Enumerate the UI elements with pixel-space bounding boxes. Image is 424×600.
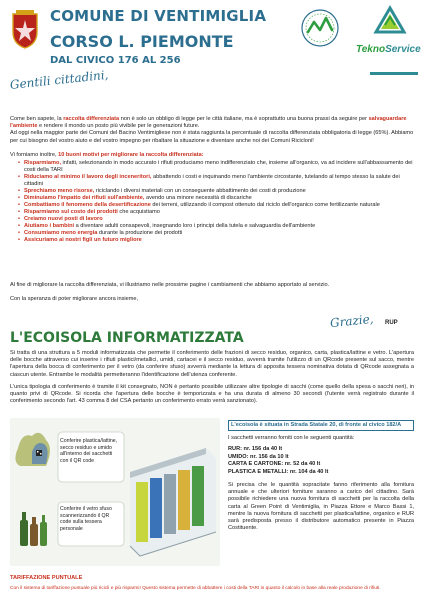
supply-intro: I sacchetti verranno forniti con le seguenti quantità: — [228, 435, 355, 441]
list-item: • Sprechiamo meno risorse, riciclando i diversi materiali con un conseguente abbattimento dei costi di produzione — [18, 188, 414, 195]
list-item: • Diminuiamo l'impatto dei rifiuti sull'ambiente, avendo una minore necessità di discariche — [18, 195, 414, 202]
tariff-body: Con il sistema di tariffazione puntuale più ricicli e più risparmi! Questo sistema permette di abbattere i costi della TARI in quanto il calcolo in base alla reale produzione di rifiuti. — [10, 586, 381, 591]
list-item: • Riduciamo al minimo il lavoro degli inceneritori, abbattendo i costi e inquinando meno l'ambiente circostante, tutelando al tempo stesso la salute dei cittadini — [18, 174, 414, 188]
location-heading: L'ecoisola è situata in Strada Statale 20, di fronte al civico 182/A — [228, 420, 414, 431]
list-item: • Combattiamo il fenomeno della desertificazione dei terreni, utilizzando il compost ottenuto dal riciclo dell'organico come fertilizzante naturale — [18, 202, 414, 209]
recycling-logo-icon — [300, 8, 340, 48]
list-item: • Risparmiamo sul costo dei prodotti che acquistiamo — [18, 209, 414, 216]
closing-line: Con la speranza di poter migliorare ancora insieme, — [10, 296, 139, 302]
supply-notes: Si precisa che le quantità sopracitate fanno riferimento alla fornitura annuale e che ulteriori forniture saranno a carico del cittadino. Sarà possibile richiedere una nuova fornitura di sacchetti per la raccolta della carta al Green Point di Ventimiglia, in Piazza Ettore e Marco Bassi 1, mentre la nuova fornitura di sacchetti per plastica/lattine, organico e RUR sarà predisposta presso il distributore automatico presente in Piazza Costituente. — [228, 482, 414, 532]
tariff-title: TARIFFAZIONE PUNTUALE — [10, 575, 83, 581]
intro-paragraph: Come ben sapete, la raccolta differenziata non è solo un obbligo di legge per le città italiane, ma è soprattutto una buona prassi da seguire per salvaguardare l'ambiente e rendere il mondo un posto più vivibile per le generazioni future. Ad oggi nella maggior parte dei Comuni del Bacino Ventimigliese non è stata raggiunta la percentuale di raccolta differenziata obbligatoria di legge (65%). Abbiamo per cui bisogno del vostro aiuto e del vostro impegno per ribaltare la situazione e diventare anche noi dei Comuni Ricicloni! — [10, 116, 414, 144]
teknoservice-wordmark: TeknoService — [356, 44, 421, 55]
supply-umido: UMIDO: nr. 156 da 10 lt — [228, 453, 289, 460]
signature: Grazie, — [329, 311, 375, 331]
supply-carta: CARTA E CARTONE: nr. 52 da 40 lt — [228, 461, 321, 468]
list-item: • Risparmiamo, infatti, selezionando in modo accurato i rifiuti produciamo meno indifferenziato che, insieme all'organico, va ad incidere sull'abbassamento dei costi della TARI — [18, 160, 414, 174]
location-info — [228, 420, 414, 532]
ecoisola-title: L'ECOISOLA INFORMATIZZATA — [10, 330, 244, 346]
page-header — [0, 0, 424, 80]
street-name: CORSO L. PIEMONTE — [50, 32, 234, 51]
ecoisola-rules: L'unica tipologia di conferimento è tramite il kit consegnato, NON è pertanto possibile utilizzare altre tipologie di sacchi (come quello della spesa o sacchi neri), in quanto privi di QRcode. Si ricorda che l'apertura delle bocche è temporizzata e ha una durata di almeno 30 secondi (l'utente verrà registrato durante il conferimento secondo l'art. 43 comma 8 del CSA pertanto un conferimento errato verrà sanzionato). — [10, 384, 414, 405]
civic-range: DAL CIVICO 176 AL 256 — [50, 55, 181, 66]
ecoisola-description: Si tratta di una struttura a 5 moduli informatizzata che permette il conferimento delle frazioni di secco residuo, organico, carta, plastica/lattine e vetro. L'apertura delle bocche attraverso cui inserire i rifiuti plastici/metallici, umidi, cartacei e il secco residuo, avverrà tramite l'utilizzo di un QRcode presente sul sacco, mentre l'apertura della bocca di conferimento per il vetro (da conferire sfuso) avverrà mediante la lettura di apposita tessera nominativa dotata di QRcode assegnata a ciascun utente. Entrambe le modalità permetteranno l'identificazione dell'utenza conferente. — [10, 350, 414, 378]
list-item: • Creiamo nuovi posti di lavoro — [18, 216, 414, 223]
page-title: COMUNE DI VENTIMIGLIA — [50, 7, 267, 25]
municipal-crest-icon — [10, 10, 40, 50]
reasons-intro: Vi forniamo inoltre, 10 buoni motivi per migliorare la raccolta differenziata: — [10, 152, 204, 158]
list-item: • Assicuriamo ai nostri figli un futuro migliore — [18, 237, 414, 244]
callout-glass-card: Conferire il vetro sfuso scannerizzando il QR code sulla tessera personale — [60, 506, 112, 532]
supply-rur: RUR: nr. 156 da 40 lt — [228, 446, 283, 453]
callout-bag-qrcode: Conferire plastica/lattine, secco residuo e umido all'interno dei sacchetti con il QR code — [60, 438, 118, 464]
list-item: • Consumiamo meno energia durante la produzione dei prodotti — [18, 230, 414, 237]
greeting: Gentili cittadini, — [9, 67, 110, 92]
logo-underline — [370, 72, 418, 75]
signer: RUP — [385, 320, 398, 326]
closing-paragraph: Al fine di migliorare la raccolta differenziata, vi illustriamo nelle prossime pagine i cambiamenti che abbiamo apportato al servizio. — [10, 282, 330, 288]
glass-bottles-icon — [20, 512, 47, 546]
reasons-list — [18, 160, 414, 244]
list-item: • Aiutiamo i bambini a diventare adulti consapevoli, insegnando loro i principi della tutela e salvaguardia dell'ambiente — [18, 223, 414, 230]
supply-plastica: PLASTICA E METALLI: nr. 104 da 40 lt — [228, 468, 329, 475]
